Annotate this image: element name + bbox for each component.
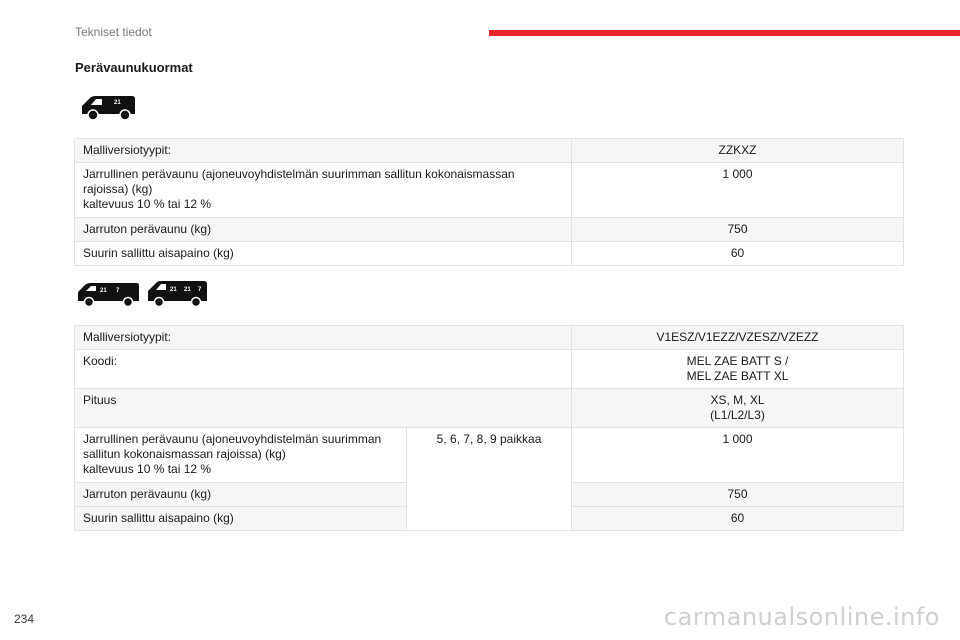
page-title: Perävaunukuormat bbox=[75, 60, 193, 75]
label-line: sallitun kokonaismassan rajoissa) (kg) bbox=[83, 447, 286, 461]
svg-text:7: 7 bbox=[116, 288, 120, 294]
van-long-icon bbox=[76, 280, 140, 308]
van-badge-text: 21 bbox=[170, 287, 177, 293]
table-cell-label: Malliversiotyypit: bbox=[75, 326, 572, 350]
table-row bbox=[75, 139, 904, 163]
table-cell-label: Koodi: bbox=[75, 350, 572, 389]
table-cell-value: 1 000 bbox=[572, 163, 904, 218]
label-line: kaltevuus 10 % tai 12 % bbox=[83, 197, 212, 211]
value-line: MEL ZAE BATT S / bbox=[686, 354, 789, 368]
value-line: MEL ZAE BATT XL bbox=[686, 369, 789, 383]
table-cell-label: Suurin sallittu aisapaino (kg) bbox=[75, 242, 572, 266]
table-cell-label: Jarruton perävaunu (kg) bbox=[75, 218, 572, 242]
table-cell-value: 750 bbox=[572, 483, 904, 507]
page-number: 234 bbox=[14, 612, 35, 626]
table-cell-label: Pituus bbox=[75, 389, 572, 428]
table-cell-value: V1ESZ/V1EZZ/VZESZ/VZEZZ bbox=[572, 326, 904, 350]
table-row bbox=[75, 326, 904, 350]
van-badge-text: 21 bbox=[114, 100, 121, 106]
label-line: rajoissa) (kg) bbox=[83, 182, 153, 196]
table-cell-value: ZZKXZ bbox=[572, 139, 904, 163]
header-section-label: Tekniset tiedot bbox=[75, 25, 152, 39]
header-accent-bar bbox=[489, 30, 960, 36]
trailer-load-table-1 bbox=[74, 138, 904, 266]
table-cell-value: 60 bbox=[572, 507, 904, 531]
table-cell-label: Jarruton perävaunu (kg) bbox=[75, 483, 407, 507]
table-row bbox=[75, 428, 904, 483]
trailer-load-table-2 bbox=[74, 325, 904, 531]
table-row bbox=[75, 163, 904, 218]
van-badge-text: 21 bbox=[100, 288, 107, 294]
table-cell-value: 750 bbox=[572, 218, 904, 242]
table-cell-label bbox=[75, 163, 572, 218]
table-row bbox=[75, 350, 904, 389]
value-line: (L1/L2/L3) bbox=[710, 408, 765, 422]
table-cell-value bbox=[572, 350, 904, 389]
seat-count-cell: 5, 6, 7, 8, 9 paikkaa bbox=[407, 428, 572, 531]
van-xl-icon bbox=[146, 278, 208, 308]
table-row bbox=[75, 242, 904, 266]
table-cell-label bbox=[75, 428, 407, 483]
van-icon bbox=[80, 92, 136, 122]
table-cell-value bbox=[572, 389, 904, 428]
van-badge-text: 21 bbox=[184, 287, 191, 293]
table-cell-label: Suurin sallittu aisapaino (kg) bbox=[75, 507, 407, 531]
table-cell-label: Malliversiotyypit: bbox=[75, 139, 572, 163]
table-row bbox=[75, 218, 904, 242]
label-line: Jarrullinen perävaunu (ajoneuvoyhdistelmän suurimman bbox=[83, 432, 382, 446]
table-row bbox=[75, 389, 904, 428]
label-line: kaltevuus 10 % tai 12 % bbox=[83, 462, 212, 476]
watermark: carmanualsonline.info bbox=[663, 603, 940, 631]
label-line: Jarrullinen perävaunu (ajoneuvoyhdistelmän suurimman sallitun kokonaismassan bbox=[83, 167, 515, 181]
svg-text:7: 7 bbox=[198, 287, 202, 293]
table-cell-value: 1 000 bbox=[572, 428, 904, 483]
value-line: XS, M, XL bbox=[710, 393, 765, 407]
table-cell-value: 60 bbox=[572, 242, 904, 266]
